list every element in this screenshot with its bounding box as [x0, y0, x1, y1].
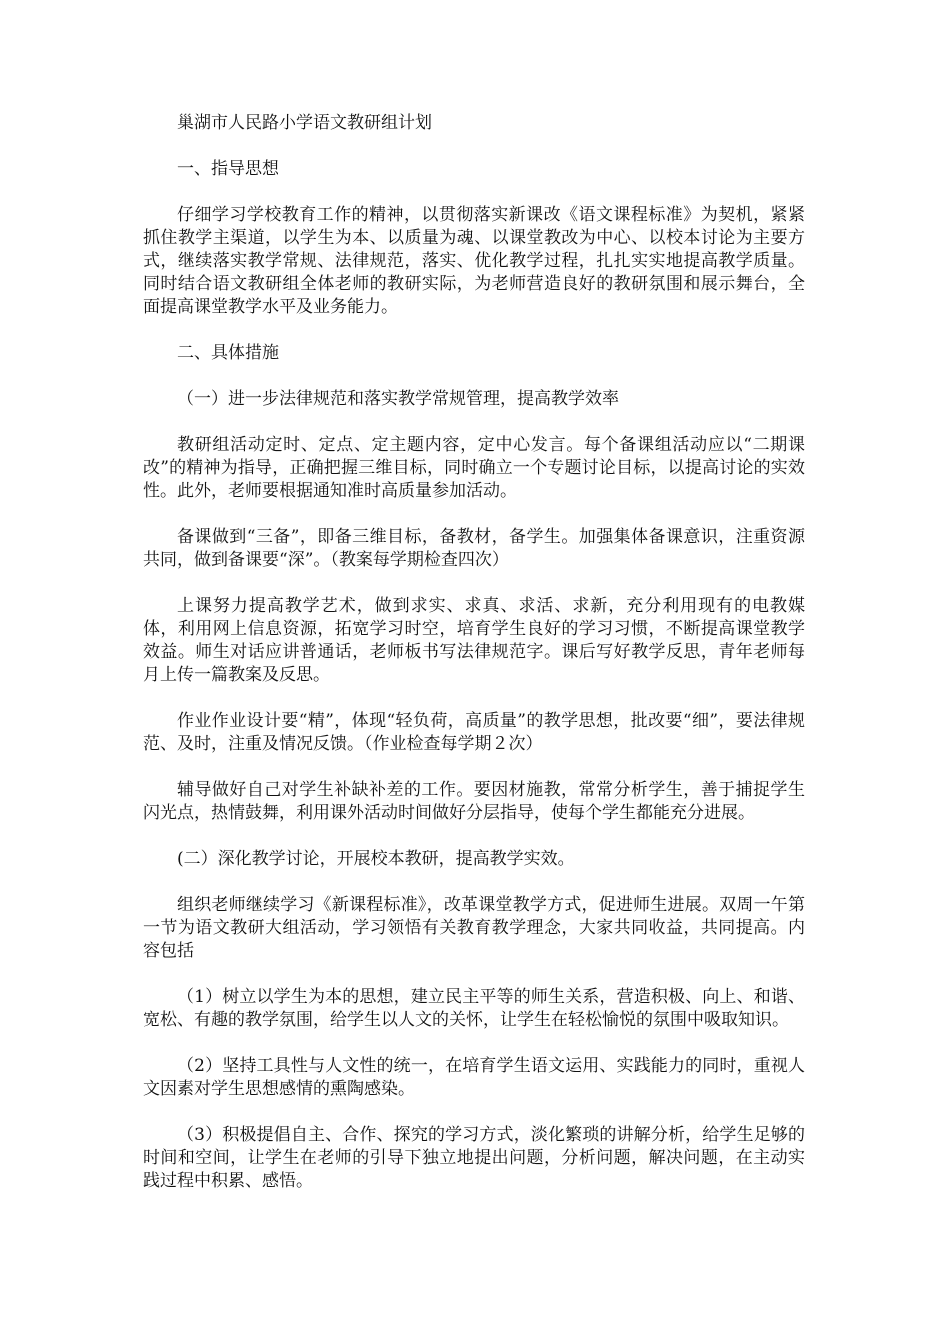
paragraph-homework: 作业作业设计要“精”，体现“轻负荷，高质量”的教学思想，批改要“细”，要法律规范、及时，注重及情况反馈。（作业检查每学期２次） [143, 711, 805, 754]
paragraph-classroom-teaching: 上课努力提高教学艺术，做到求实、求真、求活、求新，充分利用现有的电教媒体，利用网上信息资源，拓宽学习时空，培育学生良好的学习习惯，不断提高课堂教学效益。师生对话应讲普通话，老师板书写法律规范字。课后写好教学反思，青年老师每月上传一篇教案及反思。 [143, 596, 805, 685]
paragraph-tutoring: 辅导做好自己对学生补缺补差的工作。要因材施教，常常分析学生，善于捕捉学生闪光点，热情鼓舞，利用课外活动时间做好分层指导，使每个学生都能充分进展。 [143, 780, 805, 823]
paragraph-research-group-activity: 教研组活动定时、定点、定主题内容，定中心发言。每个备课组活动应以“二期课改”的精神为指导，正确把握三维目标，同时确立一个专题讨论目标，以提高讨论的实效性。此外，老师要根据通知准时高质量参加活动。 [143, 435, 805, 501]
document-body [143, 112, 805, 1216]
paragraph-curriculum-study: 组织老师继续学习《新课程标准》，改革课堂教学方式，促进师生进展。双周一午第一节为语文教研大组活动，学习领悟有关教育教学理念，大家共同收益，共同提高。内容包括 [143, 895, 805, 961]
subsection-heading-teaching-research: (二）深化教学讨论，开展校本教研，提高教学实效。 [177, 849, 575, 869]
document-title: 巢湖市人民路小学语文教研组计划 [177, 113, 432, 133]
list-item-student-centered: （1）树立以学生为本的思想，建立民主平等的师生关系，营造积极、向上、和谐、宽松、有趣的教学氛围，给学生以人文的关怀，让学生在轻松愉悦的氛围中吸取知识。 [143, 987, 805, 1030]
paragraph-guiding-ideology: 仔细学习学校教育工作的精神，以贯彻落实新课改《语文课程标准》为契机，紧紧抓住教学主渠道，以学生为本、以质量为魂、以课堂教改为中心、以校本讨论为主要方式，继续落实教学常规、法律规范，落实、优化教学过程，扎扎实实地提高教学质量。同时结合语文教研组全体老师的教研实际，为老师营造良好的教研氛围和展示舞台，全面提高课堂教学水平及业务能力。 [143, 205, 805, 317]
section-heading-specific-measures: 二、具体措施 [177, 343, 279, 363]
section-heading-guiding-ideology: 一、指导思想 [177, 159, 279, 179]
paragraph-lesson-preparation: 备课做到“三备”，即备三维目标，备教材，备学生。加强集体备课意识，注重资源共同，做到备课要“深”。（教案每学期检查四次） [143, 527, 805, 570]
list-item-inquiry-learning: （3）积极提倡自主、合作、探究的学习方式，淡化繁琐的讲解分析，给学生足够的时间和空间，让学生在老师的引导下独立地提出问题，分析问题，解决问题，在主动实践过程中积累、感悟。 [143, 1125, 805, 1191]
subsection-heading-routine-management: （一）进一步法律规范和落实教学常规管理，提高教学效率 [177, 389, 619, 409]
list-item-tool-humanity: （2）坚持工具性与人文性的统一，在培育学生语文运用、实践能力的同时，重视人文因素对学生思想感情的熏陶感染。 [143, 1056, 805, 1099]
